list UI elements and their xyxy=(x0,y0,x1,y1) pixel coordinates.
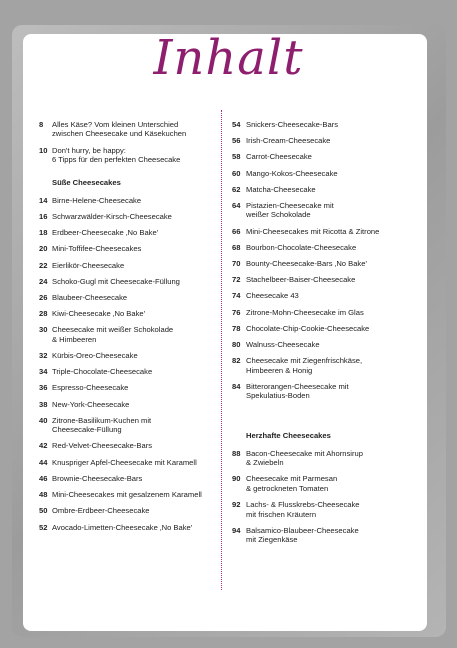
toc-column-left xyxy=(39,120,227,539)
toc-entry[interactable] xyxy=(39,441,227,450)
toc-page-number: 10 xyxy=(39,145,48,155)
toc-entry-line: mit Ziegenkäse xyxy=(246,535,298,545)
toc-entry-line: Zitrone-Basilikum-Kuchen mit xyxy=(52,415,152,425)
toc-entry-title xyxy=(246,169,428,178)
toc-entry[interactable] xyxy=(232,474,428,493)
toc-entry-line: Pistazien-Cheesecake mit xyxy=(246,201,334,211)
toc-entry[interactable] xyxy=(232,185,428,194)
toc-page-number: 68 xyxy=(232,242,241,252)
toc-entry-title xyxy=(246,356,428,375)
toc-page-number: 54 xyxy=(232,120,241,129)
toc-entry-title xyxy=(246,474,428,493)
section-heading-sweet: Süße Cheesecakes xyxy=(52,178,121,188)
toc-entry-line: Bacon-Cheesecake mit Ahornsirup xyxy=(246,448,363,458)
toc-page-number: 74 xyxy=(232,291,241,301)
toc-page-number: 72 xyxy=(232,275,241,285)
toc-entry-line: Cheesecake mit Ziegenfrischkäse, xyxy=(246,356,363,366)
toc-page-number: 78 xyxy=(232,323,241,333)
toc-page-number: 56 xyxy=(232,136,241,146)
toc-entry[interactable] xyxy=(39,120,227,139)
toc-entry[interactable] xyxy=(39,490,227,499)
toc-entry[interactable] xyxy=(39,146,227,165)
toc-entry-title xyxy=(52,383,227,392)
toc-entry-title xyxy=(52,441,227,450)
toc-entry[interactable] xyxy=(39,506,227,515)
toc-entry-title xyxy=(246,382,428,401)
toc-entry-line: Don't hurry, be happy: xyxy=(52,145,126,155)
toc-entry[interactable] xyxy=(39,309,227,318)
toc-entry-title xyxy=(52,120,227,139)
toc-page-number: 62 xyxy=(232,184,241,194)
toc-entry-line: Schwarzwälder-Kirsch-Cheesecake xyxy=(52,212,172,222)
toc-entry-line: Kürbis-Oreo-Cheesecake xyxy=(52,351,138,361)
toc-entry[interactable] xyxy=(232,169,428,178)
toc-entry-title xyxy=(52,523,227,532)
toc-entry-line: Mini-Toffifee-Cheesecakes xyxy=(52,244,142,254)
toc-entry-line: Mango-Kokos-Cheesecake xyxy=(246,168,338,178)
toc-entry[interactable] xyxy=(232,152,428,161)
toc-entry-title xyxy=(246,275,428,284)
toc-entry[interactable] xyxy=(39,400,227,409)
toc-entry-line: zwischen Cheesecake und Käsekuchen xyxy=(52,129,187,139)
toc-entry-line: Avocado-Limetten-Cheesecake ‚No Bake' xyxy=(52,522,193,532)
page-title: Inhalt xyxy=(153,30,304,86)
toc-entry-line: Espresso-Cheesecake xyxy=(52,383,129,393)
toc-entry-line: Schoko-Gugl mit Cheesecake-Füllung xyxy=(52,276,180,286)
toc-entry-line: Matcha-Cheesecake xyxy=(246,184,316,194)
toc-entry[interactable] xyxy=(39,458,227,467)
toc-entry-title xyxy=(52,196,227,205)
toc-page-number: 26 xyxy=(39,293,48,303)
toc-entry-title xyxy=(246,526,428,545)
toc-page-number: 64 xyxy=(232,201,241,211)
toc-list-savory xyxy=(232,449,428,545)
toc-entry[interactable] xyxy=(39,325,227,344)
toc-entry-line: New-York-Cheesecake xyxy=(52,399,130,409)
toc-entry-line: Cheesecake mit weißer Schokolade xyxy=(52,325,174,335)
toc-entry[interactable] xyxy=(39,261,227,270)
toc-entry-line: Alles Käse? Vom kleinen Unterschied xyxy=(52,120,179,129)
toc-page-number: 24 xyxy=(39,276,48,286)
toc-entry-title xyxy=(246,120,428,129)
toc-page-number: 46 xyxy=(39,473,48,483)
toc-entry-line: Irish-Cream-Cheesecake xyxy=(246,136,331,146)
toc-entry[interactable] xyxy=(232,449,428,468)
toc-entry-title xyxy=(52,244,227,253)
toc-entry-title xyxy=(246,227,428,236)
toc-page-number: 60 xyxy=(232,168,241,178)
toc-entry-line: Brownie-Cheesecake-Bars xyxy=(52,473,143,483)
toc-page-number: 92 xyxy=(232,500,241,510)
toc-entry[interactable] xyxy=(232,136,428,145)
toc-entry[interactable] xyxy=(232,500,428,519)
toc-entry-line: Bourbon-Chocolate-Cheesecake xyxy=(246,242,357,252)
toc-entry-title xyxy=(246,340,428,349)
toc-entry[interactable] xyxy=(39,277,227,286)
toc-page-number: 90 xyxy=(232,474,241,484)
toc-page-number: 16 xyxy=(39,212,48,222)
toc-entry[interactable] xyxy=(232,324,428,333)
toc-entry-line: weißer Schokolade xyxy=(246,210,311,220)
toc-entry-title xyxy=(246,152,428,161)
toc-page-number: 40 xyxy=(39,415,48,425)
toc-entry-title xyxy=(52,474,227,483)
toc-entry[interactable] xyxy=(232,308,428,317)
toc-page-number: 20 xyxy=(39,244,48,254)
toc-entry-line: Carrot-Cheesecake xyxy=(246,152,312,162)
toc-entry[interactable] xyxy=(39,474,227,483)
toc-page-number: 30 xyxy=(39,325,48,335)
toc-entry-title xyxy=(52,367,227,376)
toc-entry[interactable] xyxy=(39,244,227,253)
toc-page-number: 8 xyxy=(39,120,44,129)
toc-page-number: 52 xyxy=(39,522,48,532)
toc-entry-title xyxy=(52,293,227,302)
toc-entry-line: Chocolate-Chip-Cookie-Cheesecake xyxy=(246,323,370,333)
toc-entry-line: & getrockneten Tomaten xyxy=(246,483,329,493)
toc-page-number: 76 xyxy=(232,307,241,317)
toc-entry-title xyxy=(246,291,428,300)
toc-column-right xyxy=(232,120,428,551)
toc-entry-line: Mini-Cheesecakes mit gesalzenem Karamell xyxy=(52,490,202,500)
toc-entry[interactable] xyxy=(232,291,428,300)
toc-page-number: 44 xyxy=(39,457,48,467)
toc-list-sweet-right xyxy=(232,120,428,401)
toc-entry[interactable] xyxy=(232,120,428,129)
toc-entry-line: Walnuss-Cheesecake xyxy=(246,340,320,350)
toc-page-number: 14 xyxy=(39,195,48,205)
toc-entry-line: mit frischen Kräutern xyxy=(246,509,317,519)
toc-page-number: 22 xyxy=(39,260,48,270)
toc-entry[interactable] xyxy=(39,523,227,532)
toc-entry-line: Knuspriger Apfel-Cheesecake mit Karamell xyxy=(52,457,197,467)
toc-page-number: 80 xyxy=(232,340,241,350)
toc-entry-title xyxy=(52,490,227,499)
toc-entry-line: Blaubeer-Cheesecake xyxy=(52,293,128,303)
toc-page-number: 94 xyxy=(232,525,241,535)
toc-entry-title xyxy=(246,136,428,145)
toc-entry-line: Lachs- & Flusskrebs-Cheesecake xyxy=(246,500,360,510)
toc-entry-line: Cheesecake mit Parmesan xyxy=(246,474,338,484)
toc-entry-line: Snickers-Cheesecake-Bars xyxy=(246,120,339,129)
toc-entry[interactable] xyxy=(232,356,428,375)
toc-entry-line: Triple-Chocolate-Cheesecake xyxy=(52,367,153,377)
toc-page-number: 82 xyxy=(232,356,241,366)
toc-entry[interactable] xyxy=(232,526,428,545)
toc-entry-title xyxy=(52,416,227,435)
toc-entry-line: 6 Tipps für den perfekten Cheesecake xyxy=(52,155,181,165)
toc-entry[interactable] xyxy=(39,228,227,237)
toc-entry-line: & Zwiebeln xyxy=(246,458,284,468)
toc-list-sweet-left xyxy=(39,196,227,532)
toc-entry[interactable] xyxy=(39,196,227,205)
toc-entry-title xyxy=(246,201,428,220)
toc-entry[interactable] xyxy=(39,416,227,435)
toc-entry-title xyxy=(246,243,428,252)
toc-entry-line: Ombre-Erdbeer-Cheesecake xyxy=(52,506,150,516)
toc-entry-line: Bounty-Cheesecake-Bars ‚No Bake' xyxy=(246,259,367,269)
section-spacer xyxy=(232,407,428,431)
toc-entry[interactable] xyxy=(232,382,428,401)
toc-entry-line: Birne-Helene-Cheesecake xyxy=(52,195,142,205)
toc-page-number: 42 xyxy=(39,441,48,451)
toc-entry-title xyxy=(246,500,428,519)
toc-entry[interactable] xyxy=(232,340,428,349)
toc-entry-line: Himbeeren & Honig xyxy=(246,365,313,375)
toc-entry-title xyxy=(52,309,227,318)
toc-entry-line: Red-Velvet-Cheesecake-Bars xyxy=(52,441,153,451)
toc-page-number: 32 xyxy=(39,351,48,361)
toc-page-number: 66 xyxy=(232,226,241,236)
toc-entry[interactable] xyxy=(232,259,428,268)
toc-entry-title xyxy=(52,146,227,165)
toc-entry-title xyxy=(52,506,227,515)
toc-entry[interactable] xyxy=(39,351,227,360)
toc-entry-title xyxy=(246,185,428,194)
toc-entry-line: Erdbeer-Cheesecake ‚No Bake' xyxy=(52,228,159,238)
toc-page-number: 28 xyxy=(39,309,48,319)
toc-page-number: 50 xyxy=(39,506,48,516)
toc-page-number: 58 xyxy=(232,152,241,162)
toc-entry[interactable] xyxy=(39,383,227,392)
toc-entry-line: & Himbeeren xyxy=(52,334,97,344)
toc-entry[interactable] xyxy=(39,293,227,302)
toc-entry-title xyxy=(52,212,227,221)
toc-entry-line: Cheesecake 43 xyxy=(246,291,299,301)
toc-page-number: 36 xyxy=(39,383,48,393)
toc-entry-title xyxy=(52,458,227,467)
toc-page-number: 84 xyxy=(232,381,241,391)
toc-entry-title xyxy=(52,351,227,360)
toc-entry[interactable] xyxy=(39,367,227,376)
toc-entry-title xyxy=(52,277,227,286)
toc-page-number: 38 xyxy=(39,399,48,409)
section-heading-savory: Herzhafte Cheesecakes xyxy=(246,431,331,441)
toc-entry[interactable] xyxy=(39,212,227,221)
toc-entry-line: Bitterorangen-Cheesecake mit xyxy=(246,381,349,391)
toc-entry-line: Balsamico-Blaubeer-Cheesecake xyxy=(246,525,359,535)
toc-entry-line: Zitrone-Mohn-Cheesecake im Glas xyxy=(246,307,364,317)
toc-page-number: 18 xyxy=(39,228,48,238)
toc-entry[interactable] xyxy=(232,275,428,284)
toc-entry-line: Stachelbeer-Baiser-Cheesecake xyxy=(246,275,356,285)
toc-entry-line: Spekulatius-Boden xyxy=(246,391,310,401)
toc-entry[interactable] xyxy=(232,227,428,236)
toc-page-number: 34 xyxy=(39,367,48,377)
toc-entry-title xyxy=(52,325,227,344)
toc-page-number: 70 xyxy=(232,259,241,269)
toc-entry-title xyxy=(246,324,428,333)
toc-page-number: 48 xyxy=(39,490,48,500)
toc-entry-title xyxy=(52,228,227,237)
toc-list-intro xyxy=(39,120,227,164)
toc-entry-title xyxy=(246,449,428,468)
toc-entry-title xyxy=(52,400,227,409)
toc-entry-title xyxy=(246,308,428,317)
toc-entry[interactable] xyxy=(232,201,428,220)
toc-entry-title xyxy=(52,261,227,270)
toc-page-number: 88 xyxy=(232,448,241,458)
toc-entry-line: Cheesecake-Füllung xyxy=(52,425,122,435)
toc-entry-line: Kiwi-Cheesecake ‚No Bake' xyxy=(52,309,146,319)
toc-entry-line: Eierlikör-Cheesecake xyxy=(52,260,125,270)
toc-entry[interactable] xyxy=(232,243,428,252)
toc-entry-line: Mini-Cheesecakes mit Ricotta & Zitrone xyxy=(246,226,380,236)
toc-entry-title xyxy=(246,259,428,268)
